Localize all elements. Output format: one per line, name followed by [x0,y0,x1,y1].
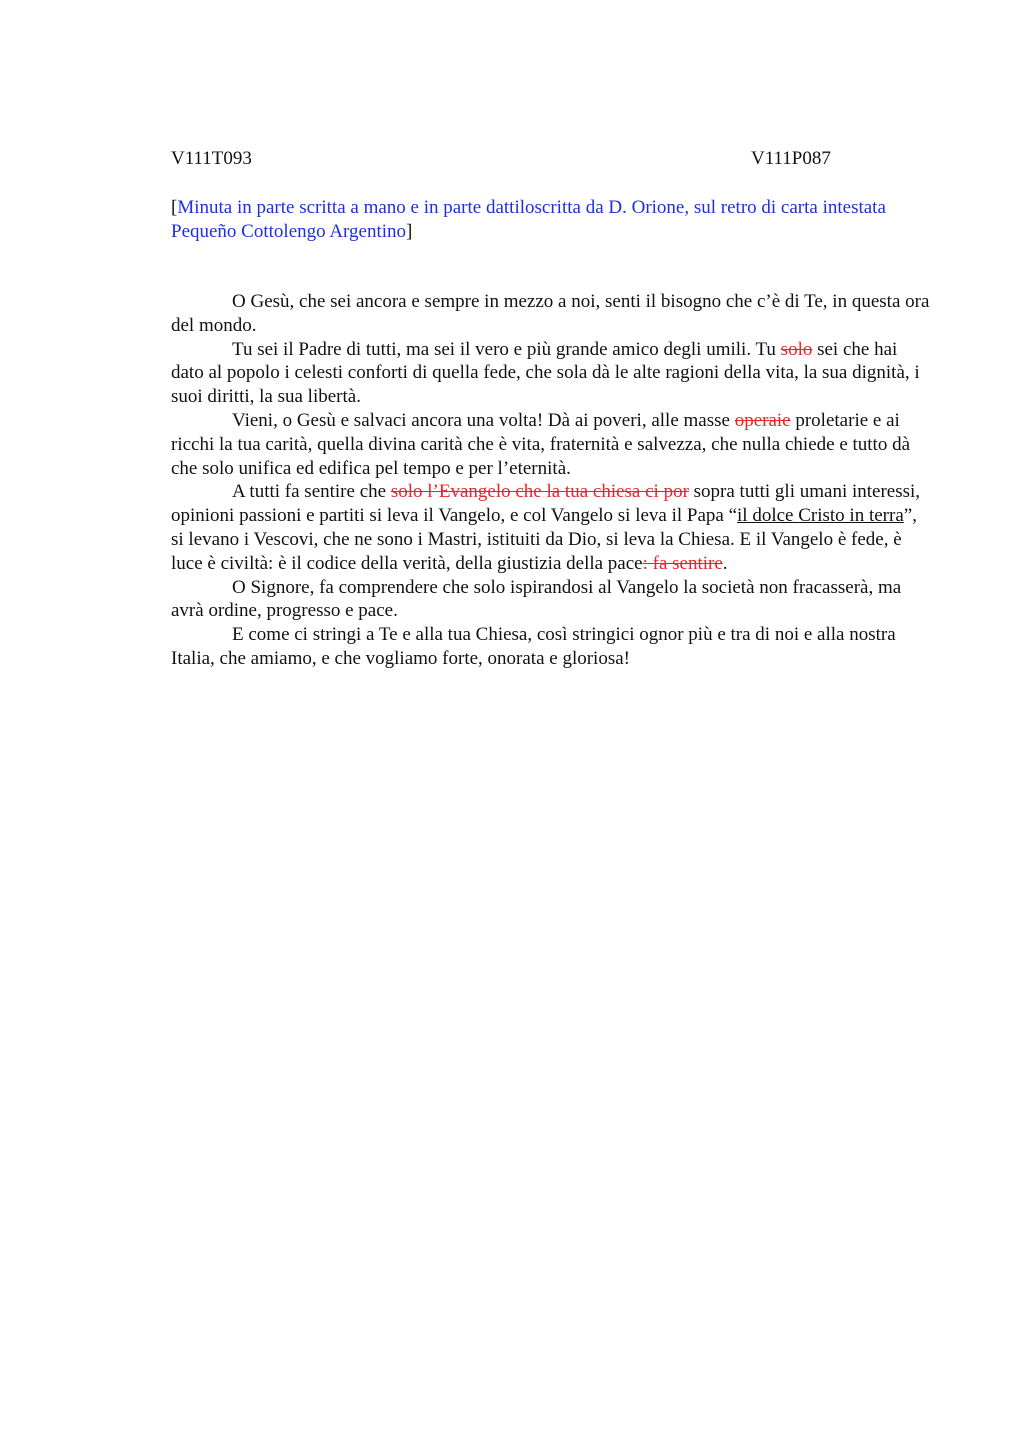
paragraph-6-text: E come ci stringi a Te e alla tua Chiesa, così stringici ognor più e tra di noi e alla nostra Italia, che amiamo, e che vogliamo forte, onorata e gloriosa! [171,624,896,669]
paragraph-3 [171,409,931,480]
paragraph-6 [171,623,931,671]
paragraph-2 [171,338,931,409]
paragraph-4 [171,480,931,575]
paragraph-4-text-b: sopra tutti gli umani interessi, opinioni passioni e partiti si leva il Vangelo, e col Vangelo si leva il Papa “ [171,481,921,527]
prayer-body [171,290,931,671]
deletion-evangelo: solo l’Evangelo che la tua chiesa ci por [390,481,689,503]
paragraph-2-text-a: Tu sei il Padre di tutti, ma sei il vero e più grande amico degli umili. Tu [232,338,781,360]
note-text: Minuta in parte scritta a mano e in parte dattiloscritta da D. Orione, sul retro di carta intestata Pequeño Cottolengo Argentino [171,197,886,242]
paragraph-1-text: O Gesù, che sei ancora e sempre in mezzo a noi, senti il bisogno che c’è di Te, in questa ora del mondo. [171,291,930,336]
deletion-operaie: operaie [734,409,791,431]
underlined-quote: il dolce Cristo in terra [737,505,904,527]
note-open-bracket: [ [171,197,178,218]
paragraph-3-text-b: proletarie e ai ricchi la tua carità, quella divina carità che è vita, fraternità e salvezza, che nulla chiede e tutto dà che solo unifica ed edifica pel tempo e per l’eternità. [171,409,911,479]
paragraph-4-text-a: A tutti fa sentire che [232,481,391,503]
note-close-bracket: ] [406,220,413,242]
paragraph-2-text-b: sei che hai dato al popolo i celesti conforti di quella fede, che sola dà le alte ragioni della vita, la sua dignità, i suoi diritti, la sua libertà. [171,338,920,408]
paragraph-4-text-d: . [722,552,728,574]
paragraph-5-text: O Signore, fa comprendere che solo ispirandosi al Vangelo la società non fracasserà, ma avrà ordine, progresso e pace. [171,576,902,622]
document-code-left: V111T093 [171,148,252,169]
paragraph-1 [171,290,931,338]
deletion-solo: solo [780,338,813,360]
deletion-fa-sentire: : fa sentire [642,552,723,574]
paragraph-5 [171,576,931,624]
document-code-right: V111P087 [751,148,831,169]
paragraph-4-text-c: ”, si levano i Vescovi, che ne sono i Mastri, istituiti da Dio, si leva la Chiesa. E il Vangelo è fede, è luce è civiltà: è il codice della verità, della giustizia della pace [171,505,917,574]
paragraph-3-text-a: Vieni, o Gesù e salvaci ancora una volta! Dà ai poveri, alle masse [232,409,735,431]
editorial-note [171,196,891,243]
